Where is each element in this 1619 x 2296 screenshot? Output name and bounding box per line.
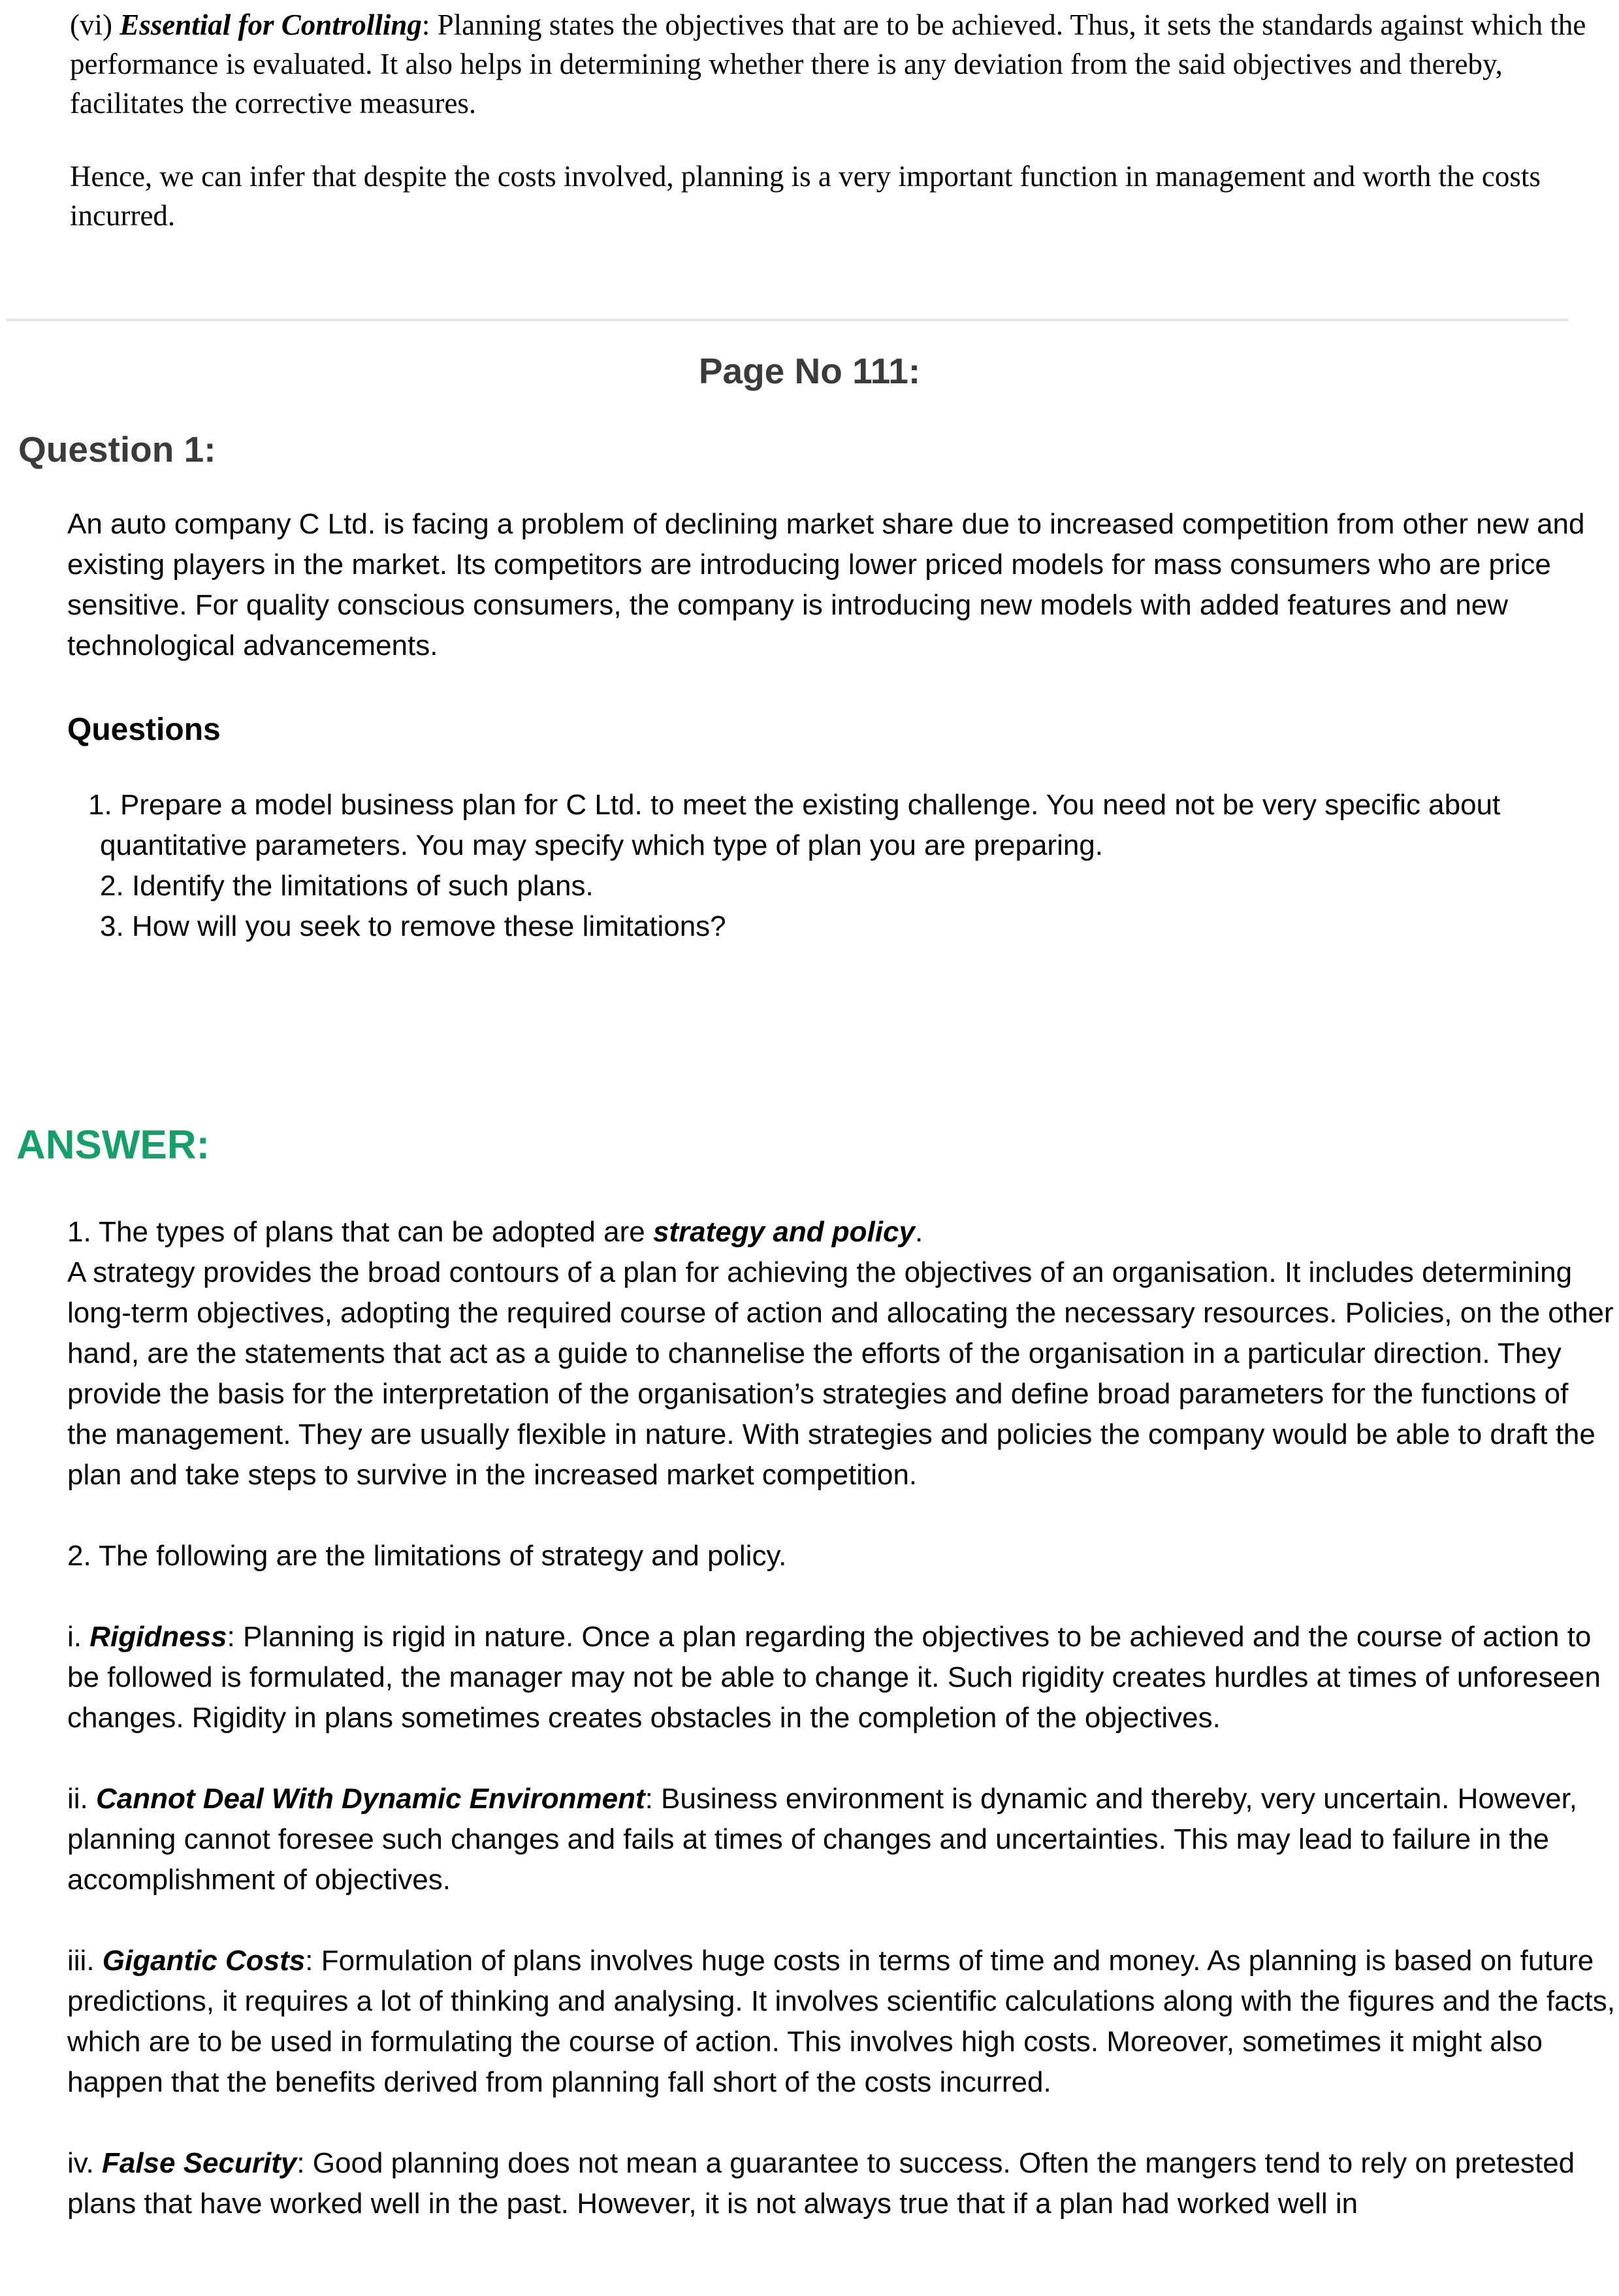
intro-paragraph-text: : Planning states the objectives that are to be achieved. Thus, it sets the standards against which the performance is evaluated. It also helps in determining whether there is any deviation from the said objectives and thereby, facilitates the corrective measures. <box>70 8 1586 120</box>
question-list-item <box>100 866 1615 906</box>
intro-item-number: (vi) <box>70 8 120 41</box>
limitation-title: Rigidness <box>89 1621 227 1653</box>
answer-text: 1. The types of plans that can be adopted are <box>67 1216 653 1248</box>
limitation-text: : Good planning does not mean a guarantee to success. Often the mangers tend to rely on pretested plans that have worked well in the past. However, it is not always true that if a plan had worked well in <box>67 2147 1575 2220</box>
limitation-number: iii. <box>67 1945 103 1977</box>
limitation-text: : Formulation of plans involves huge costs in terms of time and money. As planning is based on future predictions, it requires a lot of thinking and analysing. It involves scientific calculations along with the figures and the facts, which are to be used in formulating the course of action. This involves high costs. Moreover, sometimes it might also happen that the benefits derived from planning fall short of the costs incurred. <box>67 1945 1615 2098</box>
list-item-text: Identify the limitations of such plans. <box>131 870 594 902</box>
answer-text: . <box>914 1216 923 1248</box>
answer-limitation-false-security <box>67 2143 1615 2224</box>
solution-page <box>0 5 1619 2296</box>
limitation-title: Cannot Deal With Dynamic Environment <box>96 1783 645 1815</box>
answer-heading: ANSWER: <box>16 1123 210 1168</box>
question-body: An auto company C Ltd. is facing a problem of declining market share due to increased competition from other new and existing players in the market. Its competitors are introducing lower priced models for mass consumers who are price sensitive. For quality conscious consumers, the company is introducing new models with added features and new technological advancements. <box>67 508 1585 662</box>
answer-paragraph-types-of-plans <box>67 1212 1615 1495</box>
answer-paragraph-limitations-intro: 2. The following are the limitations of strategy and policy. <box>67 1540 787 1572</box>
limitation-number: i. <box>67 1621 90 1653</box>
list-item-text: How will you seek to remove these limitations? <box>131 910 726 942</box>
answer-limitation-gigantic-costs <box>67 1941 1615 2103</box>
answer-text: A strategy provides the broad contours of a plan for achieving the objectives of an organisation. It includes determining long-term objectives, adopting the required course of action and allocating the necessary resources. Policies, on the other hand, are the statements that act as a guide to channelise the efforts of the organisation in a particular direction. They provide the basis for the interpretation of the organisation’s strategies and define broad parameters for the functions of the management. They are usually flexible in nature. With strategies and policies the company would be able to draft the plan and take steps to survive in the increased market competition. <box>67 1256 1614 1491</box>
answer-limitation-rigidness <box>67 1617 1615 1738</box>
question-heading: Question 1: <box>18 429 216 470</box>
limitation-text: : Business environment is dynamic and thereby, very uncertain. However, planning cannot foresee such changes and fails at times of changes and uncertainties. This may lead to failure in the accomplishment of objectives. <box>67 1783 1578 1896</box>
limitation-title: Gigantic Costs <box>102 1945 306 1977</box>
limitation-title: False Security <box>101 2147 297 2179</box>
limitation-number: iv. <box>67 2147 102 2179</box>
page-number-heading: Page No 111: <box>698 351 921 391</box>
list-item-number: 2. <box>100 870 124 902</box>
question-list-item <box>100 906 1615 947</box>
questions-subheading: Questions <box>67 712 221 747</box>
answer-emphasis: strategy and policy <box>652 1216 915 1248</box>
question-list <box>88 785 1615 947</box>
limitation-number: ii. <box>67 1783 96 1815</box>
limitation-text: : Planning is rigid in nature. Once a plan regarding the objectives to be achieved and the course of action to be followed is formulated, the manager may not be able to change it. Such rigidity creates hurdles at times of unforeseen changes. Rigidity in plans sometimes creates obstacles in the completion of the objectives. <box>67 1621 1601 1734</box>
list-item-number: 1. <box>88 789 112 821</box>
intro-lead-in: Essential for Controlling <box>120 8 422 41</box>
answer-limitation-dynamic-environment <box>67 1779 1615 1900</box>
section-divider <box>7 319 1569 321</box>
list-item-text: Prepare a model business plan for C Ltd. to meet the existing challenge. You need not be very specific about quantitative parameters. You may specify which type of plan you are preparing. <box>100 789 1501 861</box>
question-list-item <box>88 785 1615 866</box>
list-item-number: 3. <box>100 910 124 942</box>
intro-paragraph-essential-for-controlling <box>70 5 1592 123</box>
intro-paragraph-conclusion: Hence, we can infer that despite the costs involved, planning is a very important function in management and worth the costs incurred. <box>70 160 1541 232</box>
